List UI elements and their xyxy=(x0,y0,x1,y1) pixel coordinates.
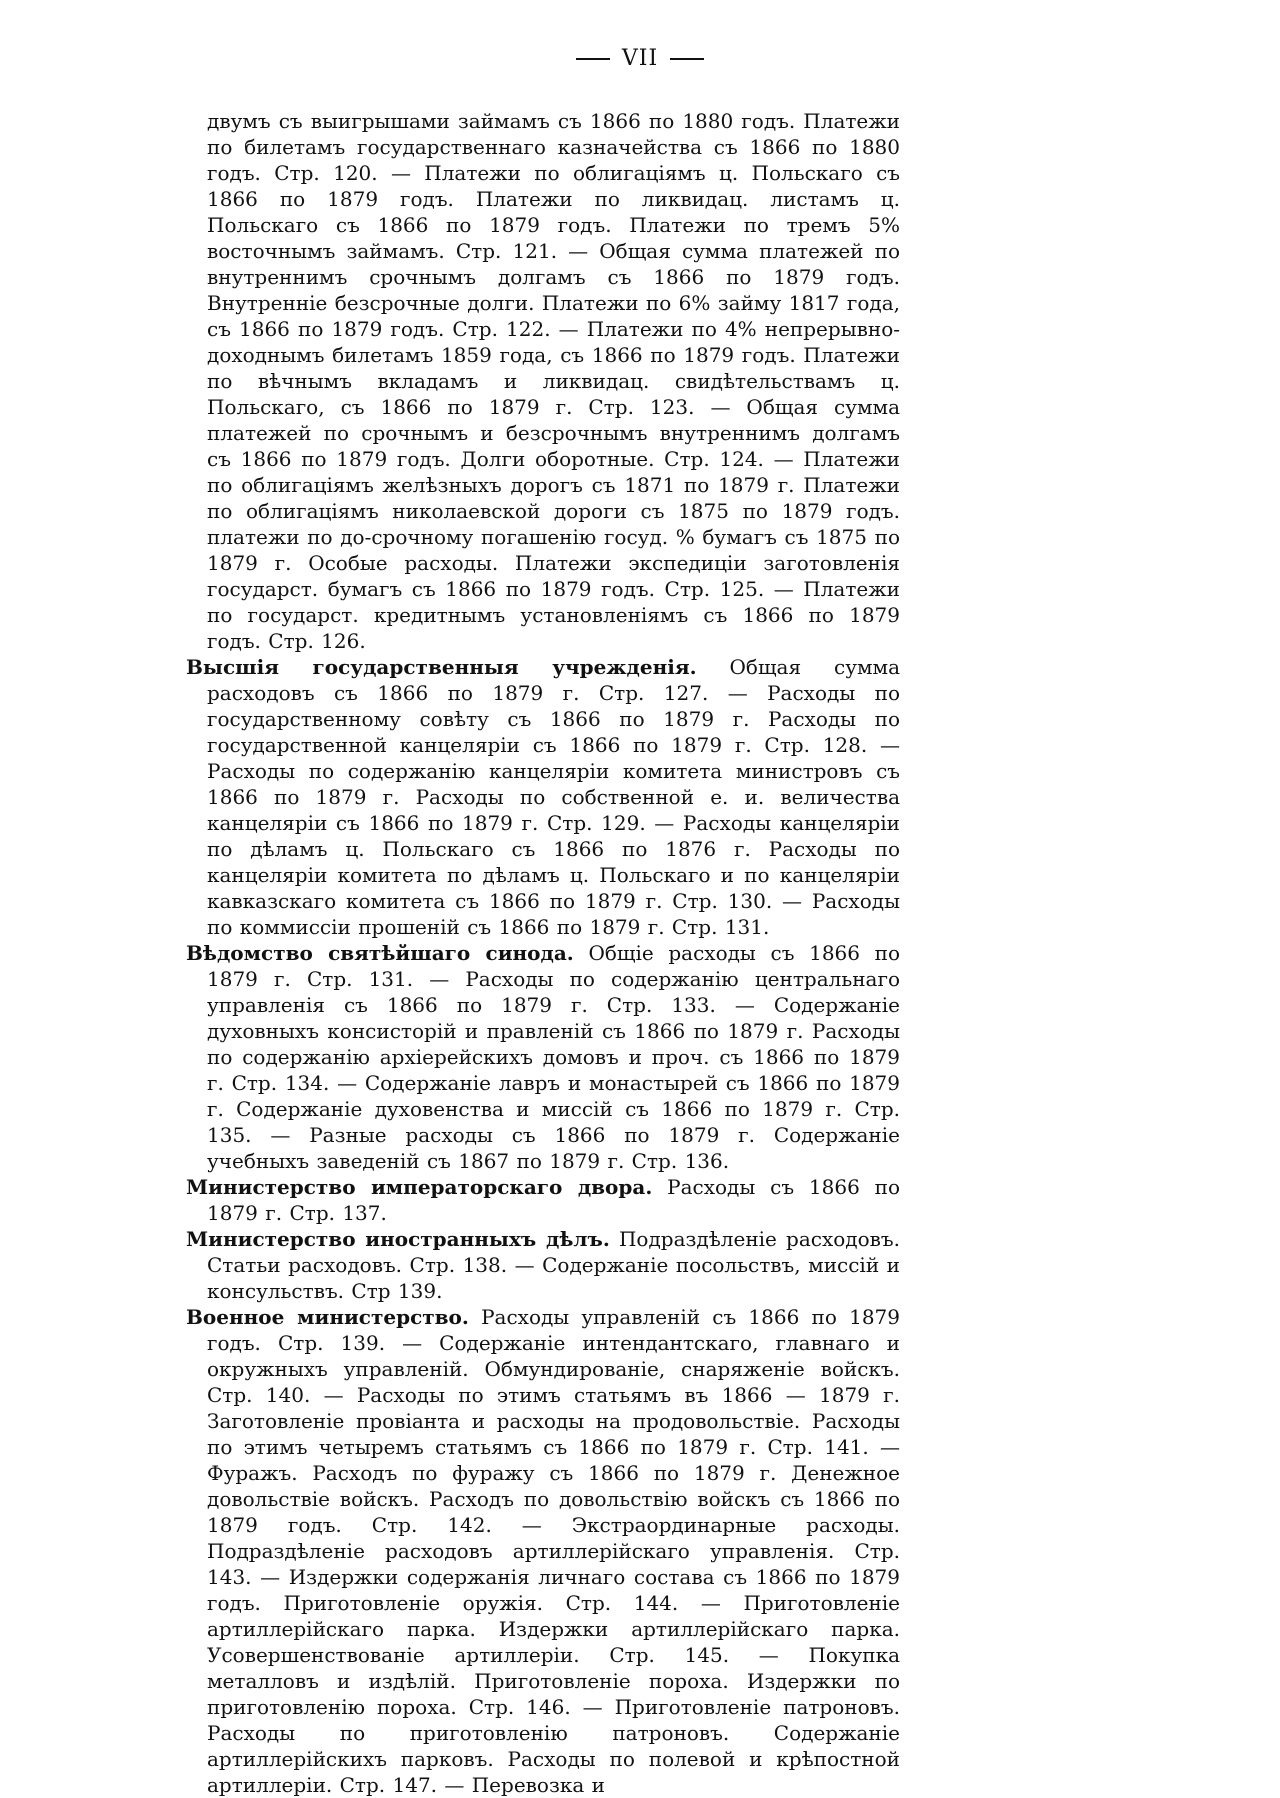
entry-heading: Военное министерство. xyxy=(186,1305,469,1329)
entry-heading: Министерство императорскаго двора. xyxy=(186,1175,653,1199)
toc-entry-imperial-court xyxy=(186,1174,900,1226)
table-of-contents xyxy=(186,108,900,1798)
page-number: VII xyxy=(621,46,659,71)
toc-entry-higher-institutions xyxy=(186,654,900,940)
toc-entry-holy-synod xyxy=(186,940,900,1174)
entry-text: Общіе расходы съ 1866 по 1879 г. Стр. 131. — Расходы по содержанію центральнаго управленія съ 1866 по 1879 г. Стр. 133. — Содержаніе духовныхъ консисторій и правленій съ 1866 по 1879 г. Расходы по содержанію архіерейскихъ домовъ и проч. съ 1866 по 1879 г. Стр. 134. — Содержаніе лавръ и монастырей съ 1866 по 1879 г. Содержаніе духовенства и миссій съ 1866 по 1879 г. Стр. 135. — Разные расходы съ 1866 по 1879 г. Содержаніе учебныхъ заведеній съ 1867 по 1879 г. Стр. 136. xyxy=(207,941,901,1173)
entry-text: Общая сумма расходовъ съ 1866 по 1879 г. Стр. 127. — Расходы по государственному совѣту съ 1866 по 1879 г. Расходы по государственной канцеляріи съ 1866 по 1879 г. Стр. 128. — Расходы по содержанію канцеляріи комитета министровъ съ 1866 по 1879 г. Расходы по собственной е. и. величества канцеляріи съ 1866 по 1879 г. Стр. 129. — Расходы канцеляріи по дѣламъ ц. Польскаго съ 1866 по 1876 г. Расходы по канцеляріи комитета по дѣламъ ц. Польскаго и по канцеляріи кавказскаго комитета съ 1866 по 1879 г. Стр. 130. — Расходы по коммиссіи прошеній съ 1866 по 1879 г. Стр. 131. xyxy=(207,655,900,939)
entry-heading: Министерство иностранныхъ дѣлъ. xyxy=(186,1227,610,1251)
entry-heading: Вѣдомство святѣйшаго синода. xyxy=(186,941,574,965)
page-header xyxy=(0,46,1280,71)
continued-entry-text: двумъ съ выигрышами займамъ съ 1866 по 1880 годъ. Платежи по билетамъ государственнаго казначейства съ 1866 по 1880 годъ. Стр. 120. — Платежи по облигаціямъ ц. Польскаго съ 1866 по 1879 годъ. Платежи по ликвидац. листамъ ц. Польскаго съ 1866 по 1879 годъ. Платежи по тремъ 5% восточнымъ займамъ. Стр. 121. — Общая сумма платежей по внутреннимъ срочнымъ долгамъ съ 1866 по 1879 годъ. Внутренніе безсрочные долги. Платежи по 6% займу 1817 года, съ 1866 по 1879 годъ. Стр. 122. — Платежи по 4% непрерывно-доходнымъ билетамъ 1859 года, съ 1866 по 1879 годъ. Платежи по вѣчнымъ вкладамъ и ликвидац. свидѣтельствамъ ц. Польскаго, съ 1866 по 1879 г. Стр. 123. — Общая сумма платежей по срочнымъ и безсрочнымъ внутреннимъ долгамъ съ 1866 по 1879 годъ. Долги оборотные. Стр. 124. — Платежи по облигаціямъ желѣзныхъ дорогъ съ 1871 по 1879 г. Платежи по облигаціямъ николаевской дороги съ 1875 по 1879 годъ. платежи по до-срочному погашенію госуд. % бумагъ съ 1875 по 1879 г. Особые расходы. Платежи экспедиціи заготовленія государст. бумагъ съ 1866 по 1879 годъ. Стр. 125. — Платежи по государст. кредитнымъ установленіямъ съ 1866 по 1879 годъ. Стр. 126. xyxy=(207,109,900,653)
entry-text: Расходы съ 1866 по 1879 г. Стр. 137. xyxy=(207,1175,901,1225)
entry-text: Подраздѣленіе расходовъ. Статьи расходовъ. Стр. 138. — Содержаніе посольствъ, миссій и консульствъ. Стр 139. xyxy=(207,1227,900,1303)
entry-heading: Высшія государственныя учрежденія. xyxy=(186,655,697,679)
entry-text: Расходы управленій съ 1866 по 1879 годъ. Стр. 139. — Содержаніе интендантскаго, главнаго и окружныхъ управленій. Обмундированіе, снаряженіе войскъ. Стр. 140. — Расходы по этимъ статьямъ въ 1866 — 1879 г. Заготовленіе провіанта и расходы на продовольствіе. Расходы по этимъ четыремъ статьямъ съ 1866 по 1879 г. Стр. 141. — Фуражъ. Расходъ по фуражу съ 1866 по 1879 г. Денежное довольствіе войскъ. Расходъ по довольствію войскъ съ 1866 по 1879 годъ. Стр. 142. — Экстраординарные расходы. Подраздѣленіе расходовъ артиллерійскаго управленія. Стр. 143. — Издержки содержанія личнаго состава съ 1866 по 1879 годъ. Приготовленіе оружія. Стр. 144. — Приготовленіе артиллерійскаго парка. Издержки артиллерійскаго парка. Усовершенствованіе артиллеріи. Стр. 145. — Покупка металловъ и издѣлій. Приготовленіе пороха. Издержки по приготовленію пороха. Стр. 146. — Приготовленіе патроновъ. Расходы по приготовленію патроновъ. Содержаніе артиллерійскихъ парковъ. Расходы по полевой и крѣпостной артиллеріи. Стр. 147. — Перевозка и xyxy=(207,1305,901,1797)
toc-entry-war-ministry xyxy=(186,1304,900,1798)
header-dash-left xyxy=(576,58,610,60)
header-dash-right xyxy=(670,58,704,60)
toc-entry-foreign-affairs xyxy=(186,1226,900,1304)
